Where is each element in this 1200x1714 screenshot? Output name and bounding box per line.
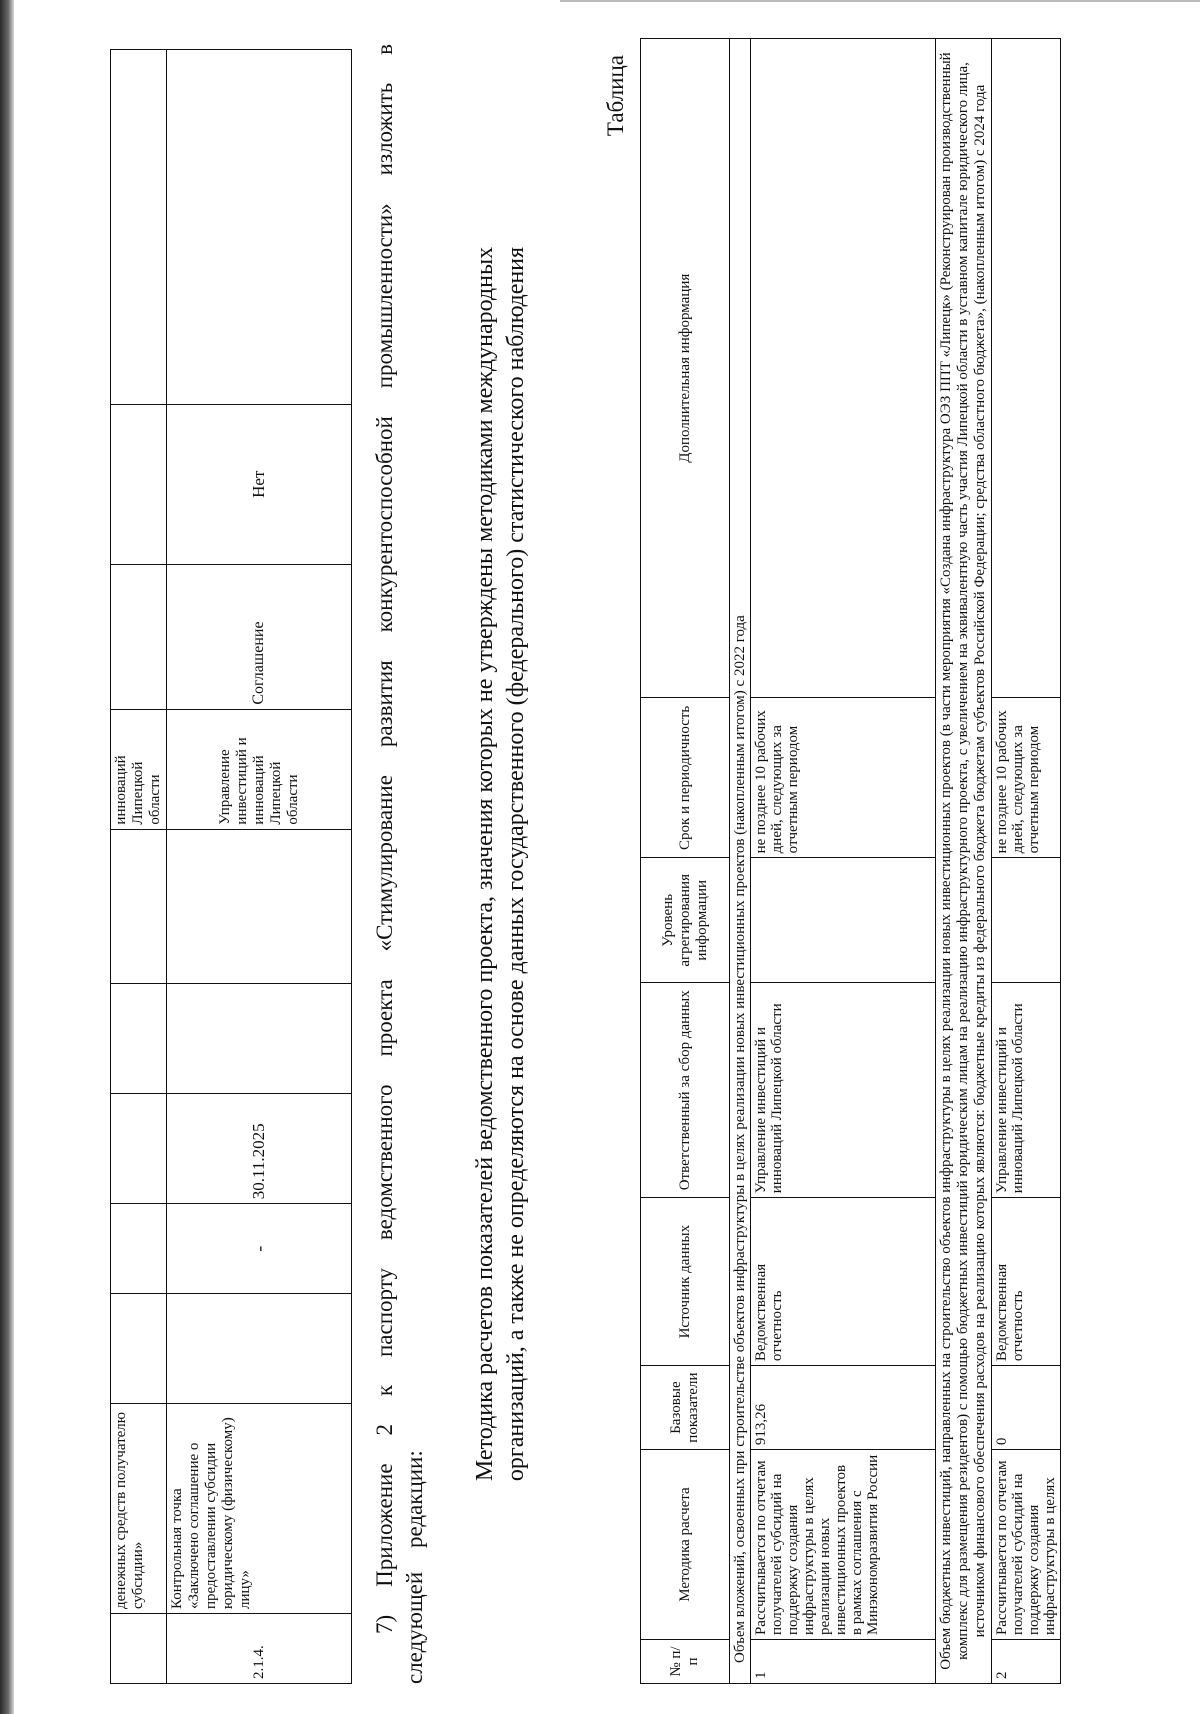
- cell-responsible: Управление инвестиций и инноваций Липецкой области: [167, 709, 352, 829]
- paragraph-7: 7) Приложение 2 к паспорту ведомственного проекта «Стимулирование развития конкурентоспособной промышленности» изложить в следующей редакции:: [372, 44, 427, 1684]
- cell-term: не позднее 10 рабочих дней, следующих за отчетным периодом: [751, 698, 936, 858]
- cell-base: 913,26: [751, 1366, 936, 1450]
- cell-method: Рассчитывается по отчетам получателей субсидий на поддержку создания инфраструктуры в целях реализации новых инвестиционных проектов в рамках соглашения с Минэкономразвития России: [751, 1450, 936, 1640]
- cell-source: Ведомственная отчетность: [992, 1198, 1061, 1366]
- cell-source: Ведомственная отчетность: [751, 1198, 936, 1366]
- cell-flag: Нет: [167, 404, 352, 564]
- cell-method: Рассчитывается по отчетам получателей субсидий на поддержку создания инфраструктуры в целях: [992, 1450, 1061, 1640]
- cell-responsible: Управление инвестиций и инноваций Липецкой области: [751, 983, 936, 1198]
- cell-date: 30.11.2025: [167, 1094, 352, 1204]
- cell-dash: -: [167, 1204, 352, 1294]
- cell-level: [992, 858, 1061, 983]
- cell-level: [751, 858, 936, 983]
- section-title-1: Объем вложений, освоенных при строительстве объектов инфраструктуры в целях реализации новых инвестиционных проектов (накопленным итогом) с 2022 года: [730, 39, 751, 1684]
- table-row: [751, 39, 936, 1684]
- cell-number: 2: [992, 1640, 1061, 1684]
- cell-term: не позднее 10 рабочих дней, следующих за отчетным периодом: [992, 698, 1061, 858]
- table-header-row: [641, 39, 730, 1684]
- methodology-heading: Методика расчетов показателей ведомственного проекта, значения которых не утверждены методиками международных организаций, а также не определяются на основе данных государственного (федерального) статистического наблюдения: [472, 246, 529, 1482]
- header-extra: Дополнительная информация: [641, 39, 730, 698]
- cell-description: денежных средств получателю субсидии»: [111, 1404, 167, 1614]
- header-base: Базовые показатели: [641, 1366, 730, 1450]
- cell-responsible: инноваций Липецкой области: [111, 709, 167, 829]
- header-source: Источник данных: [641, 1198, 730, 1366]
- header-responsible: Ответственный за сбор данных: [641, 983, 730, 1198]
- cell-description: Контрольная точка «Заключено соглашение о предоставлении субсидии юридическому (физическому) лицу»: [167, 1404, 352, 1614]
- section-title-2: Объем бюджетных инвестиций, направленных на строительство объектов инфраструктуры в целях реализации новых инвестиционных проектов (в части мероприятия «Создана инфраструктура ОЭЗ ППТ «Липецк» (Реконструирован производственный комплекс для размещения резидентов) с помощью бюджетных инвестиций юридическим лицам на реализацию инфраструктурного проекта, с увеличением на эквивалентную часть участия Липецкой области в уставном капитале юридического лица, источником финансового обеспечения расходов на реализацию которых являются: бюджетные кредиты из федерального бюджета бюджетам субъектов Российской Федерации; средства областного бюджета», (накопленным итогом) с 2024 года: [936, 39, 992, 1684]
- header-level: Уровень агрегирования информации: [641, 858, 730, 983]
- header-number: № п/п: [641, 1640, 730, 1684]
- header-term: Срок и периодичность: [641, 698, 730, 858]
- cell-responsible: Управление инвестиций и инноваций Липецкой области: [992, 983, 1061, 1198]
- header-method: Методика расчета: [641, 1450, 730, 1640]
- section-row: [936, 39, 992, 1684]
- methodology-table: [640, 38, 1061, 1684]
- table-row: [111, 50, 167, 1684]
- table-row: [167, 50, 352, 1684]
- cell-number: 1: [751, 1640, 936, 1684]
- cell-extra: [751, 39, 936, 698]
- table-row: [992, 39, 1061, 1684]
- control-points-table: [110, 49, 352, 1684]
- cell-document: Соглашение: [167, 564, 352, 709]
- section-row: [730, 39, 751, 1684]
- cell-extra: [992, 39, 1061, 698]
- table-label: Таблица: [603, 55, 628, 137]
- cell-base: 0: [992, 1366, 1061, 1450]
- cell-number: 2.1.4.: [167, 1614, 352, 1684]
